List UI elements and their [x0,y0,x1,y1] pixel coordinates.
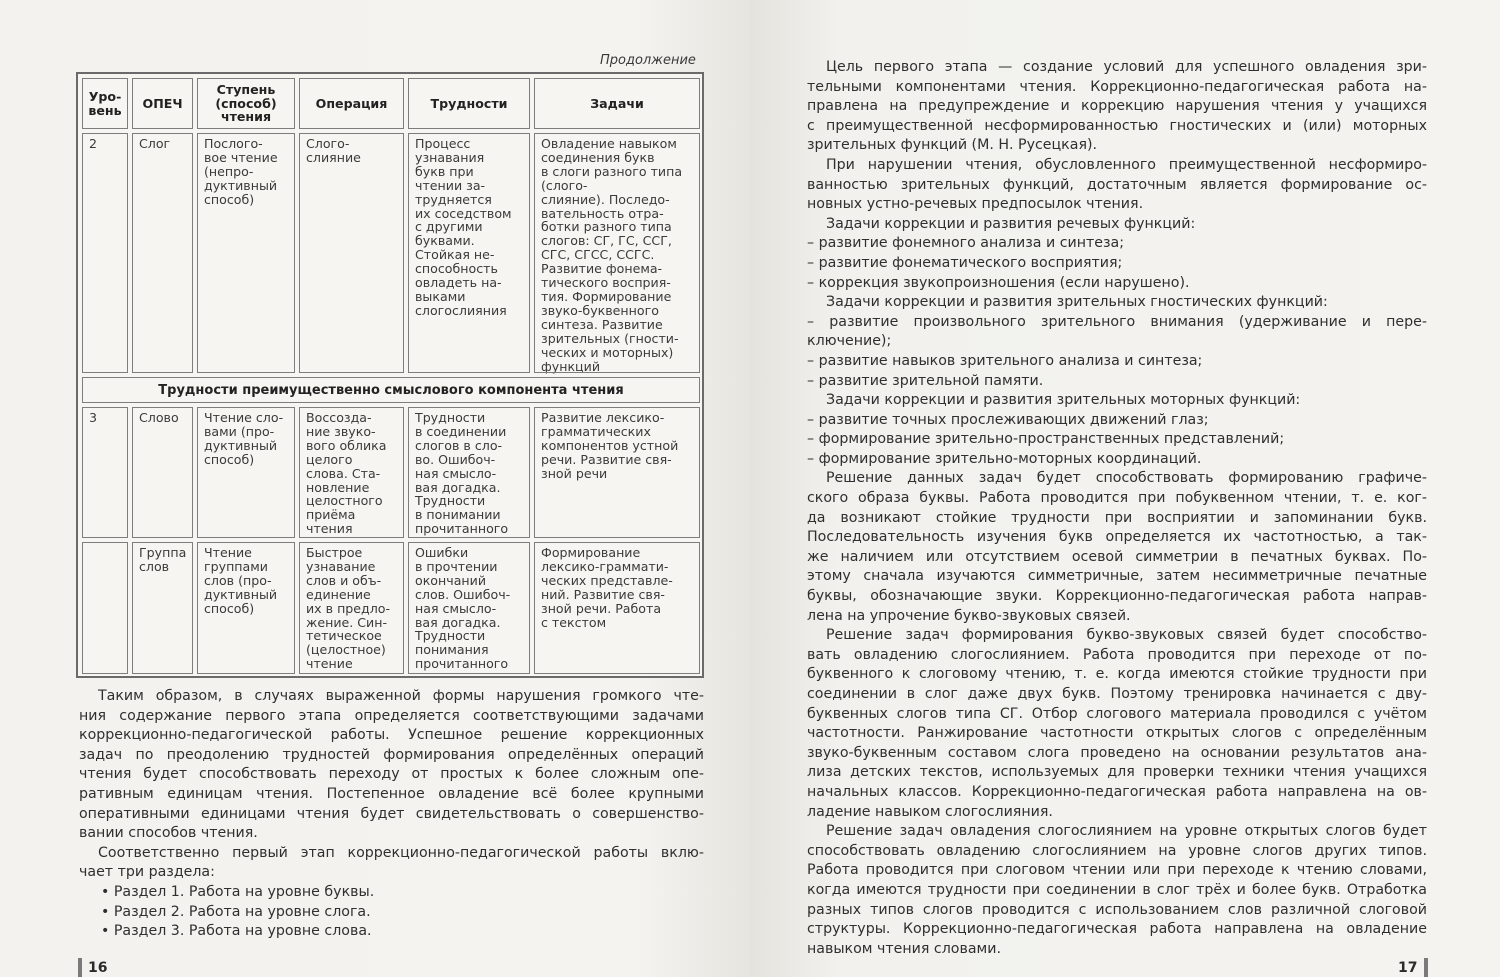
cell-line: тического восприя- [541,275,671,291]
cell-line: Уро- [88,89,122,104]
cell-line: слияние). Последо- [541,191,670,207]
cell-line: тетическое [306,628,382,644]
cell-line: вая догадка. [415,479,501,495]
cell-line: в прочтении [415,558,498,574]
cell-line: выками [415,288,466,304]
cell-line: новление [306,479,370,495]
cell-line: зной речи [541,465,608,481]
cell-line: жение. Син- [306,614,388,630]
cell-line: приёма [306,507,356,523]
cell-line: слияние [306,149,361,165]
text-line: ключение); [807,333,892,350]
cell-line: способ) [204,600,255,616]
list-item: – развитие фонемного анализа и синтеза; [807,235,1125,252]
header-level [80,76,130,131]
cell-line: дуктивный [204,437,278,453]
list-item: – развитие навыков зрительного анализа и синтеза; [807,352,1203,369]
cell-line: Слово [139,410,179,425]
list-item: – формирование зрительно-пространственных представлений; [807,431,1285,448]
cell-line: тия. Формирование [541,288,672,304]
cell-line: соединения букв [541,149,655,165]
cell-line: зной речи. Работа [541,600,662,616]
cell-line: овладеть на- [415,275,502,291]
text-line: Последовательность изучения букв определяется их частотностью, а так- [807,529,1427,546]
cell-line: ОПЕЧ [142,95,183,111]
list-item: – развитие произвольного зрительного внимания (удерживание и пере- [807,313,1427,330]
cell-line: чтения [220,109,272,125]
cell-line: звуко-буквенного [541,302,659,318]
text-line: правлена на предупреждение и коррекцию нарушения чтения у учащихся [807,98,1427,115]
cell-line: чтения [306,521,353,537]
cell-line: дуктивный [204,586,278,602]
cell-line: Ошибки [415,545,469,560]
cell-line: узнавания [415,149,485,165]
text-line: да возникают стойкие трудности при восприятии и запоминании букв. [807,509,1427,526]
page-number-right: 17 [1398,960,1418,976]
cell-line: 3 [89,410,98,425]
cell-line: речи. Развитие свя- [541,451,672,467]
text-line: же наличием или отсутствием осевой симметрии в печатных буквах. По- [807,548,1427,565]
cell-line: Операция [315,95,388,111]
cell-line: компонентов устной [541,437,679,453]
cell-line: Трудности [430,95,508,111]
text-line: Соответственно первый этап коррекционно-педагогической работы вклю- [98,844,704,861]
cell-line: (способ) [215,95,277,111]
cell-line: вень [88,102,122,118]
text-line: ладение навыком слогослияния. [807,803,1053,820]
row1-level [80,131,130,375]
cell-line: целого [306,451,353,467]
cell-line: Трудности [415,628,486,644]
cell-line: прочитанного [415,521,509,537]
list-item: – формирование зрительно-моторных координаций. [807,450,1202,467]
cell-line: лексико-граммати- [541,558,669,574]
cell-line: ная смысло- [415,600,497,616]
text-line: с преимущественной несформированностью гностических и (или) моторных [807,117,1427,134]
cell-line: слогослияния [415,302,507,318]
text-line: зрительных функций (М. Н. Русецкая). [807,137,1098,154]
text-line: ративным единицам чтения. Постепенное овладение всё более крупными [79,785,704,802]
row2-level [80,405,130,540]
header-difficulties [406,76,532,131]
cell-line: чтение [306,656,353,672]
row1-opech [130,131,195,375]
list-item: – коррекция звукопроизношения (если нарушено). [807,274,1190,291]
row2-tasks [532,405,702,540]
text-line: При нарушении чтения, обусловленного преимущественной несформиро- [826,156,1427,173]
header-opech [130,76,195,131]
text-line: навыком чтения словами. [807,940,1001,957]
cell-line: букв при [415,163,474,179]
text-line: ванностью зрительных функций, достаточным является формирование ос- [807,176,1427,193]
text-line: тельными компонентами чтения. Коррекционно-педагогическая работа на- [807,78,1427,95]
text-line: когда имеются трудности при соединении в слог трёх и более букв. Отработка [807,881,1427,898]
text-line: Решение задач овладения слогослиянием на уровне открытых слогов будет [826,823,1427,840]
list-item: • Раздел 3. Работа на уровне слова. [101,923,372,940]
header-tasks [532,76,702,131]
cell-line: трудняется [415,191,492,207]
text-line: буквы, обозначающие звуки. Коррекционно-педагогическая работа направ- [807,588,1427,605]
row1-operation [297,131,406,375]
cell-line: вательность отра- [541,205,664,221]
cell-line: с текстом [541,614,607,630]
text-line: частотности. Ранжирование частотности открытых слогов с определённым [807,725,1427,742]
row2-operation [297,405,406,540]
list-item: – развитие точных прослеживающих движений глаз; [807,411,1209,428]
cell-line: (целостное) [306,642,386,658]
cell-line: вая догадка. [415,614,501,630]
page-marker [1424,958,1428,977]
text-line: буквенного к слоговому чтению, т. е. когда имеются стойкие трудности при [807,666,1427,683]
continuation-label: Продолжение [600,53,696,68]
text-line: структуры. Коррекционно-педагогическая работа направлена на овладение [807,921,1427,938]
cell-line: узнавание [306,558,376,574]
row3-tasks [532,540,702,676]
cell-line: Трудности [415,410,486,425]
cell-line: ческих представле- [541,572,673,588]
text-line: этому сначала изучаются симметричные, затем несимметричные печатные [807,568,1427,585]
cell-line: способ) [204,191,255,207]
text-line: лена на упрочение букво-звуковых связей. [807,607,1131,624]
cell-line: понимания [415,642,489,658]
text-line: буквенных слогов типа СГ. Отбор слогового материала проводился с учётом [807,705,1427,722]
text-line: вании способов чтения. [79,825,258,842]
cell-line: Чтение сло- [204,410,284,425]
text-line: ния содержание первого этапа определяется соответствующими задачами [79,707,704,724]
cell-line: во. Ошибоч- [415,451,496,467]
cell-line: Развитие лексико- [541,410,665,425]
text-line: чтения будет способствовать переходу от простых к более сложным опе- [79,766,704,783]
row3-level [80,540,130,676]
cell-line: группами [204,558,268,574]
cell-line: грамматических [541,423,651,439]
cell-line: слогов: СГ, ГС, ССГ, [541,233,672,249]
cell-line: чтении за- [415,177,486,193]
text-line: Цель первого этапа — создание условий для успешного овладения зри- [826,59,1427,75]
cell-line: вого облика [306,437,387,453]
cell-line: способность [415,261,498,277]
list-item: – развитие фонематического восприятия; [807,254,1123,271]
cell-line: в соединении [415,423,507,439]
text-line: начальных классов. Коррекционно-педагогическая работа направлена на ов- [807,783,1427,800]
cell-line: Группа [139,545,187,560]
cell-line: единение [306,586,371,602]
right-body-text [807,58,1427,959]
cell-line: слов и объ- [306,572,382,588]
text-line: Задачи коррекции и развития зрительных моторных функций: [826,392,1301,409]
row3-opech [130,540,195,676]
header-operation [297,76,406,131]
section-heading-row: Трудности преимущественно смыслового компонента чтения [80,375,702,405]
page-marker [78,958,82,977]
cell-line: в понимании [415,507,501,523]
text-line: соединении в слог даже двух букв. Поэтому тренировка начинается с дву- [807,686,1427,702]
list-item: • Раздел 1. Работа на уровне буквы. [101,883,375,900]
left-body-text [79,687,704,942]
cell-line: слов [139,558,170,574]
text-line: Работа проводится при слоговом чтении или при переходе к чтению словами, [807,862,1427,879]
cell-line: слогов в сло- [415,437,503,453]
row2-opech [130,405,195,540]
cell-line: СГС, СГСС, ССГС. [541,247,655,263]
text-line: звуко-буквенным составом слога проведено на основании результатов ана- [807,744,1427,761]
text-line: чает три раздела: [79,864,215,881]
methods-table [76,72,704,678]
row3-difficulties [406,540,532,676]
text-line: лиза детских текстов, используемых для проверки техники чтения учащихся [807,764,1427,781]
cell-line: ботки разного типа [541,219,672,235]
row3-stage [195,540,297,676]
cell-line: слов (про- [204,572,272,588]
text-line: оперативными единицами чтения будет свидетельствовать о совершенство- [79,805,704,822]
text-line: Решение задач формирования букво-звуковых связей будет способство- [826,627,1427,644]
cell-line: способ) [204,451,255,467]
text-line: Таким образом, в случаях выраженной формы нарушения громкого чте- [98,688,704,704]
cell-line: синтеза. Развитие [541,316,663,332]
text-line: вать овладению слогослиянием. Работа проводится при переходе от по- [807,646,1427,663]
cell-line: функций [541,358,601,374]
cell-line: вое чтение [204,149,278,165]
page-number-left: 16 [88,960,108,976]
cell-line: дуктивный [204,177,278,193]
row1-difficulties [406,131,532,375]
cell-line: прочитанного [415,656,509,672]
cell-line: Послого- [204,136,263,151]
cell-line: ний. Развитие свя- [541,586,665,602]
cell-line: их соседством [415,205,512,221]
cell-line: в слоги разного типа [541,163,683,179]
cell-line: (слого- [541,177,588,193]
cell-line: слова. Ста- [306,465,381,481]
text-line: разных типов слогов проводится с использованием слов различной слоговой [807,901,1427,918]
cell-line: Развитие фонема- [541,261,663,277]
row2-stage [195,405,297,540]
header-stage [195,76,297,131]
cell-line: Ступень [216,82,276,98]
cell-line: Слого- [306,136,350,151]
cell-line: (непро- [204,163,254,179]
cell-line: ная смысло- [415,465,497,481]
cell-line: их в предло- [306,600,391,616]
text-line: коррекционно-педагогической работы. Успешное решение коррекционных [79,727,704,744]
row1-stage [195,131,297,375]
cell-line: Формирование [541,545,641,560]
cell-line: Процесс [415,136,471,151]
cell-line: Задачи [590,95,644,111]
cell-line: 2 [89,136,98,151]
cell-line: Стойкая не- [415,247,495,263]
text-line: новных устно-речевых предпосылок чтения. [807,196,1144,213]
cell-line: Чтение [204,545,252,560]
row2-difficulties [406,405,532,540]
cell-line: окончаний [415,572,487,588]
cell-line: слов. Ошибоч- [415,586,511,602]
cell-line: Быстрое [306,545,363,560]
list-item: – развитие зрительной памяти. [807,372,1044,389]
cell-line: зрительных (гности- [541,330,679,346]
text-line: ского образа буквы. Работа проводится при побуквенном чтении, т. е. ког- [807,490,1427,507]
row1-tasks [532,131,702,375]
row3-operation [297,540,406,676]
cell-line: Слог [139,136,171,151]
cell-line: Воссозда- [306,410,372,425]
text-line: Решение данных задач будет способствовать формированию графиче- [826,470,1427,487]
cell-line: буквами. [415,233,475,249]
text-line: Задачи коррекции и развития речевых функций: [826,215,1196,232]
cell-line: вами (про- [204,423,275,439]
list-item: • Раздел 2. Работа на уровне слога. [101,903,371,920]
cell-line: с другими [415,219,483,235]
cell-line: Овладение навыком [541,136,677,151]
text-line: задач по преодолению трудностей формирования определённых операций [79,746,704,763]
cell-line: ческих и моторных) [541,344,674,360]
cell-line: Трудности [415,493,486,509]
cell-line: целостного [306,493,383,509]
text-line: способствовать овладению слогослиянием на уровне слогов других типов. [807,842,1427,859]
cell-line: ние звуко- [306,423,376,439]
text-line: Задачи коррекции и развития зрительных гностических функций: [826,294,1328,311]
